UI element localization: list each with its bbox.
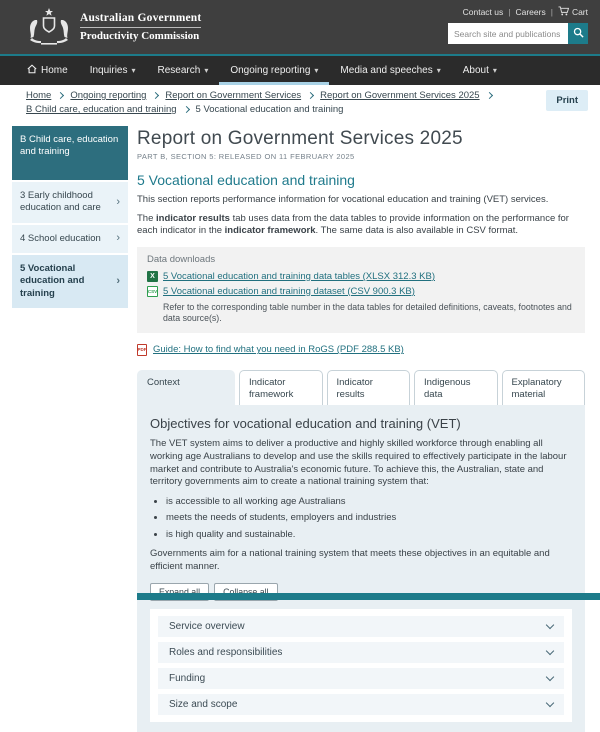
agency-title: Productivity Commission: [80, 30, 200, 42]
nav-label: Research: [157, 65, 201, 76]
search-input[interactable]: [448, 23, 568, 44]
utility-links: [463, 6, 588, 18]
cart-icon: [558, 6, 569, 18]
intro-paragraph-2: [137, 213, 585, 238]
main-nav: [0, 56, 600, 85]
nav-item-research[interactable]: [147, 56, 220, 85]
brand-text: [80, 12, 201, 42]
text-segment: . The same data is also available in CSV format.: [315, 225, 519, 237]
chevron-down-icon: ▾: [436, 66, 441, 75]
search-button[interactable]: [568, 23, 588, 44]
breadcrumb-link-part-b[interactable]: B Child care, education and training: [26, 104, 177, 115]
chevron-down-icon: [546, 647, 554, 655]
xlsx-download-link[interactable]: 5 Vocational education and training data tables (XLSX 312.3 KB): [163, 270, 435, 282]
accordion-funding[interactable]: [158, 668, 564, 689]
nav-label: About: [462, 65, 489, 76]
breadcrumb-link-home[interactable]: Home: [26, 90, 52, 101]
gov-title: Australian Government: [80, 12, 202, 24]
search-icon: [573, 26, 584, 41]
accordion-label: Service overview: [169, 621, 245, 633]
tab-explanatory-material[interactable]: Explanatory material: [502, 370, 586, 406]
objectives-list-item: • meets the needs of students, employers and industries: [166, 512, 572, 524]
nav-item-about[interactable]: [452, 56, 508, 85]
brand[interactable]: [26, 0, 201, 54]
sidebar-item-school-education[interactable]: [12, 225, 128, 253]
chevron-right-icon: ›: [116, 275, 120, 288]
chevron-down-icon: [546, 673, 554, 681]
pdf-file-icon: PDF: [137, 344, 147, 356]
coat-of-arms-icon: [26, 7, 72, 47]
contact-us-link[interactable]: Contact us: [462, 7, 504, 17]
nav-label: Media and speeches: [340, 65, 433, 76]
sidebar-item-label: 5 Vocational education and training: [20, 263, 85, 299]
sidebar-item-label: 3 Early childhood education and care: [20, 190, 101, 214]
bold-indicator-framework: indicator framework: [224, 225, 316, 237]
breadcrumb-link-ongoing-reporting[interactable]: Ongoing reporting: [70, 90, 147, 101]
chevron-down-icon: ▾: [492, 66, 497, 75]
tab-indicator-framework[interactable]: Indicator framework: [239, 370, 323, 406]
text-segment: tab uses data from the data tables to provide information on the performance for each indicator in the: [137, 212, 569, 237]
tab-context[interactable]: Context: [137, 370, 235, 406]
chevron-right-icon: ›: [116, 232, 120, 245]
sidebar: [12, 122, 128, 732]
print-button[interactable]: Print: [546, 90, 588, 111]
sidebar-item-part-b[interactable]: [12, 126, 128, 180]
site-header: [0, 0, 600, 54]
chevron-down-icon: ▾: [314, 66, 319, 75]
sidebar-item-label: 4 School education: [20, 232, 101, 244]
sidebar-item-label: B Child care, education and training: [20, 134, 119, 158]
breadcrumb: [26, 90, 531, 115]
accordion-service-overview[interactable]: [158, 616, 564, 637]
chevron-right-icon: ›: [116, 195, 120, 208]
chevron-down-icon: [546, 699, 554, 707]
accordion-label: Roles and responsibilities: [169, 647, 283, 659]
sidebar-item-vocational-education[interactable]: [12, 255, 128, 308]
cart-label: Cart: [571, 7, 588, 17]
guide-pdf-link[interactable]: Guide: How to find what you need in RoGS (PDF 288.5 KB): [153, 344, 404, 356]
guide-row: [137, 344, 585, 356]
home-icon: [27, 64, 37, 77]
downloads-note: Refer to the corresponding table number in the data tables for detailed definitions, caveats, footnotes and data source(s).: [163, 301, 572, 324]
breadcrumb-link-rogs[interactable]: Report on Government Services: [165, 90, 302, 101]
download-row-csv: [147, 286, 575, 297]
brand-divider: [80, 27, 201, 28]
excel-file-icon: X: [147, 271, 158, 282]
chevron-right-icon: [486, 92, 493, 99]
link-separator: |: [550, 7, 553, 17]
objectives-heading: Objectives for vocational education and training (VET): [150, 416, 461, 432]
chevron-right-icon: [307, 92, 314, 99]
download-row-xlsx: [147, 271, 575, 282]
tab-indigenous-data[interactable]: Indigenous data: [414, 370, 498, 406]
content-area: [0, 118, 600, 732]
header-right: [448, 0, 588, 54]
chevron-right-icon: [57, 92, 64, 99]
careers-link[interactable]: Careers: [515, 7, 546, 17]
chevron-down-icon: ▾: [204, 66, 209, 75]
objectives-list-item: • is high quality and sustainable.: [166, 529, 572, 541]
csv-download-link[interactable]: 5 Vocational education and training dataset (CSV 900.3 KB): [163, 285, 415, 297]
nav-item-ongoing-reporting[interactable]: [219, 56, 329, 85]
nav-item-home[interactable]: [16, 56, 79, 85]
chevron-down-icon: ▾: [131, 66, 136, 75]
search-bar: [448, 23, 588, 44]
text-segment: The: [137, 212, 157, 224]
data-downloads-box: [137, 247, 585, 333]
footer-accent-bar: [137, 593, 600, 600]
csv-file-icon: CSV: [147, 286, 158, 297]
tab-indicator-results[interactable]: Indicator results: [327, 370, 411, 406]
chevron-down-icon: [546, 621, 554, 629]
objectives-list-item: • is accessible to all working age Australians: [166, 496, 572, 508]
accordion-label: Size and scope: [169, 699, 238, 711]
nav-label: Home: [41, 65, 68, 76]
nav-item-inquiries[interactable]: [79, 56, 147, 85]
objectives-paragraph: The VET system aims to deliver a productive and highly skilled workforce through enabling all working age Australians to develop and use the skills required to effectively participate in the labour market and contribute to Australia's economic future. To achieve this, the Australian, state and territory governments aim to create a national training system that:: [150, 438, 567, 488]
accordion-roles-responsibilities[interactable]: [158, 642, 564, 663]
sidebar-item-early-childhood[interactable]: [12, 182, 128, 223]
breadcrumb-current: 5 Vocational education and training: [195, 104, 344, 115]
page-title: Report on Government Services 2025: [137, 128, 463, 149]
accordion-card: [150, 609, 572, 722]
context-tab-panel: [137, 405, 585, 732]
nav-item-media-and-speeches[interactable]: [329, 56, 451, 85]
breadcrumb-link-rogs-2025[interactable]: Report on Government Services 2025: [320, 90, 480, 101]
accordion-label: Funding: [169, 673, 206, 685]
nav-label: Inquiries: [89, 65, 128, 76]
accordion-size-and-scope[interactable]: [158, 694, 564, 715]
data-downloads-heading: Data downloads: [147, 253, 216, 265]
objectives-list: [166, 496, 572, 541]
chevron-right-icon: [152, 92, 159, 99]
bold-indicator-results: indicator results: [156, 212, 230, 224]
nav-label: Ongoing reporting: [230, 65, 311, 76]
intro-paragraph-1: This section reports performance information for vocational education and training (VET) services.: [137, 194, 549, 205]
link-separator: |: [508, 7, 511, 17]
section-heading: 5 Vocational education and training: [137, 172, 355, 188]
breadcrumb-bar: [0, 85, 600, 118]
governments-paragraph: Governments aim for a national training system that meets these objectives in an equitable and efficient manner.: [150, 547, 550, 572]
chevron-right-icon: [182, 106, 189, 113]
cart-link[interactable]: [558, 6, 588, 18]
release-line: PART B, SECTION 5: RELEASED ON 11 FEBRUARY 2025: [137, 152, 355, 161]
tab-bar: [137, 370, 585, 406]
main-content: [137, 122, 585, 732]
